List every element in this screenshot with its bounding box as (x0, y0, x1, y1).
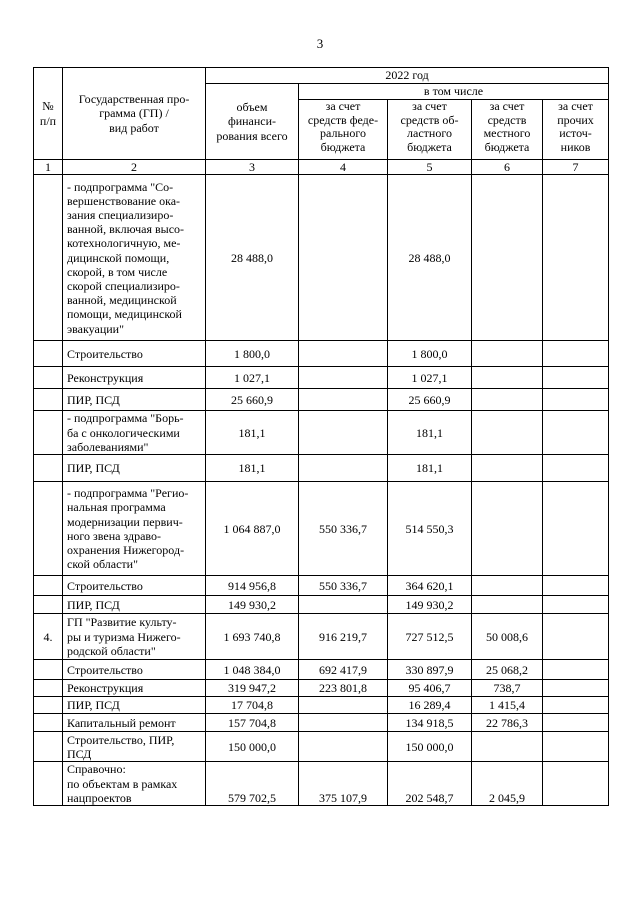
regional-value: 202 548,7 (388, 762, 472, 806)
row-name-line: по объектам в рамках (67, 776, 178, 791)
row-name-line: заболеваниями" (67, 439, 149, 454)
row-name-line: Строительство (67, 662, 143, 677)
federal-value (299, 697, 388, 714)
row-name-line: ГП "Развитие культу- (67, 615, 177, 630)
local-value (472, 175, 543, 341)
row-name-line: дицинской помощи, (67, 250, 170, 265)
federal-value: 375 107,9 (299, 762, 388, 806)
row-number (34, 341, 63, 367)
header-regional-line: бюджета (407, 139, 452, 154)
other-value (543, 762, 609, 806)
row-name (63, 697, 206, 714)
other-value (543, 411, 609, 455)
row-name-line: Реконструкция (67, 681, 144, 696)
header-program-line: Государственная про- (78, 92, 190, 107)
table-row (34, 697, 609, 714)
row-number (34, 367, 63, 389)
row-name-line: вершенствование ока- (67, 193, 181, 208)
row-name (63, 389, 206, 411)
table-row (34, 596, 609, 614)
total-value: 181,1 (206, 455, 299, 482)
row-name-line: - подпрограмма "Со- (67, 179, 174, 194)
local-value (472, 482, 543, 576)
federal-value (299, 732, 388, 762)
row-name-line: скорой специализиро- (67, 279, 180, 293)
total-value: 25 660,9 (206, 389, 299, 411)
row-name-line: котехнологичную, ме- (67, 236, 181, 251)
row-name-line: ПИР, ПСД (67, 597, 120, 612)
regional-value: 727 512,5 (388, 614, 472, 660)
row-name (63, 714, 206, 732)
row-name-line: ПИР, ПСД (67, 392, 120, 407)
total-value: 17 704,8 (206, 697, 299, 714)
row-number (34, 697, 63, 714)
regional-value: 1 027,1 (388, 367, 472, 389)
row-name-line: ПСД (67, 746, 92, 761)
federal-value (299, 411, 388, 455)
column-number: 1 (34, 160, 63, 175)
regional-value: 181,1 (388, 455, 472, 482)
table-row (34, 367, 609, 389)
row-number (34, 389, 63, 411)
row-name-line: Справочно: (67, 762, 126, 777)
row-name-line: Строительство (67, 578, 143, 593)
row-name-line: ного звена здраво- (67, 528, 161, 543)
table-row (34, 576, 609, 596)
row-name-line: эвакуации" (67, 321, 124, 336)
total-value: 150 000,0 (206, 732, 299, 762)
local-value (472, 596, 543, 614)
regional-value: 149 930,2 (388, 596, 472, 614)
header-program-line: вид работ (109, 120, 159, 135)
total-value: 149 930,2 (206, 596, 299, 614)
row-name-line: ской области" (67, 557, 138, 572)
row-name-line: охранения Нижегород- (67, 542, 185, 557)
local-value: 25 068,2 (472, 660, 543, 680)
other-value (543, 576, 609, 596)
header-number-cell (34, 68, 63, 160)
column-number: 4 (299, 160, 388, 175)
regional-value: 150 000,0 (388, 732, 472, 762)
regional-value: 25 660,9 (388, 389, 472, 411)
row-name-line: Строительство (67, 346, 143, 361)
other-value (543, 389, 609, 411)
row-number (34, 596, 63, 614)
row-number (34, 714, 63, 732)
row-name-line: нальная программа (67, 500, 166, 515)
total-value: 1 027,1 (206, 367, 299, 389)
header-total-line: финанси- (227, 114, 277, 129)
row-number (34, 680, 63, 697)
row-number (34, 576, 63, 596)
federal-value (299, 175, 388, 341)
local-value: 738,7 (472, 680, 543, 697)
header-total-line: рования всего (216, 128, 288, 143)
federal-value (299, 714, 388, 732)
table-row (34, 732, 609, 762)
row-name (63, 341, 206, 367)
row-name-line: - подпрограмма "Регио- (67, 486, 189, 501)
table-row (34, 660, 609, 680)
other-value (543, 732, 609, 762)
row-name (63, 175, 206, 341)
row-name-line: нацпроектов (67, 790, 132, 805)
total-value: 319 947,2 (206, 680, 299, 697)
row-name (63, 576, 206, 596)
row-name-line: скорой, в том числе (67, 264, 168, 279)
regional-value: 95 406,7 (388, 680, 472, 697)
total-value: 28 488,0 (206, 175, 299, 341)
header-federal-line: средств феде- (307, 112, 379, 127)
local-value (472, 341, 543, 367)
header-local-line: местного (483, 126, 531, 141)
header-regional-line: ластного (407, 126, 452, 141)
row-name (63, 482, 206, 576)
header-federal-line: за счет (325, 99, 361, 113)
local-value (472, 389, 543, 411)
regional-value: 1 800,0 (388, 341, 472, 367)
other-value (543, 175, 609, 341)
federal-value (299, 367, 388, 389)
row-number (34, 175, 63, 341)
other-value (543, 596, 609, 614)
row-number (34, 660, 63, 680)
total-value: 1 693 740,8 (206, 614, 299, 660)
header-local-line: средств (487, 112, 527, 127)
federal-value: 692 417,9 (299, 660, 388, 680)
other-value (543, 367, 609, 389)
regional-value: 364 620,1 (388, 576, 472, 596)
total-value: 1 064 887,0 (206, 482, 299, 576)
local-value (472, 732, 543, 762)
table-row (34, 455, 609, 482)
header-total-line: объем (236, 100, 268, 115)
row-name-line: ба с онкологическими (67, 425, 180, 440)
row-name-line: зания специализиро- (67, 207, 174, 222)
total-value: 579 702,5 (206, 762, 299, 806)
row-name (63, 660, 206, 680)
row-number (34, 732, 63, 762)
federal-value: 916 219,7 (299, 614, 388, 660)
header-other-line: ников (560, 139, 591, 154)
other-value (543, 660, 609, 680)
row-name (63, 680, 206, 697)
row-number (34, 455, 63, 482)
column-number: 6 (472, 160, 543, 175)
total-value: 1 800,0 (206, 341, 299, 367)
header-regional-cell (388, 100, 472, 160)
row-name-line: Строительство, ПИР, (67, 732, 175, 747)
local-value: 22 786,3 (472, 714, 543, 732)
page-number: 3 (316, 36, 324, 51)
regional-value: 28 488,0 (388, 175, 472, 341)
table-row (34, 175, 609, 341)
table-row (34, 680, 609, 697)
row-name (63, 411, 206, 455)
other-value (543, 482, 609, 576)
table-row (34, 714, 609, 732)
row-name (63, 367, 206, 389)
local-value (472, 576, 543, 596)
header-number-line: № (42, 99, 54, 114)
regional-value: 330 897,9 (388, 660, 472, 680)
federal-value (299, 389, 388, 411)
other-value (543, 680, 609, 697)
other-value (543, 697, 609, 714)
row-name-line: Реконструкция (67, 370, 144, 385)
row-number (34, 411, 63, 455)
header-other-line: за счет (558, 99, 593, 113)
column-number: 2 (63, 160, 206, 175)
column-number: 3 (206, 160, 299, 175)
header-program-line: грамма (ГП) / (99, 106, 169, 121)
row-name-line: ванной, включая высо- (67, 222, 185, 237)
local-value (472, 455, 543, 482)
regional-value: 181,1 (388, 411, 472, 455)
table-row (34, 614, 609, 660)
row-name-line: - подпрограмма "Борь- (67, 411, 184, 426)
header-federal-cell (299, 100, 388, 160)
regional-value: 514 550,3 (388, 482, 472, 576)
header-including: в том числе (299, 84, 609, 100)
row-number (34, 762, 63, 806)
row-name (63, 455, 206, 482)
local-value: 1 415,4 (472, 697, 543, 714)
header-local-line: бюджета (484, 139, 530, 154)
total-value: 157 704,8 (206, 714, 299, 732)
local-value (472, 367, 543, 389)
row-name-line: родской области" (67, 643, 156, 658)
row-number (34, 482, 63, 576)
regional-value: 134 918,5 (388, 714, 472, 732)
header-regional-line: средств об- (400, 112, 459, 127)
column-number: 5 (388, 160, 472, 175)
header-local-line: за счет (489, 99, 525, 113)
header-total-cell (206, 84, 299, 160)
financing-table (33, 67, 609, 806)
row-name-line: помощи, медицинской (67, 307, 182, 322)
total-value: 914 956,8 (206, 576, 299, 596)
federal-value: 550 336,7 (299, 576, 388, 596)
local-value: 2 045,9 (472, 762, 543, 806)
row-name-line: ванной, медицинской (67, 293, 177, 308)
row-name-line: ры и туризма Нижего- (67, 629, 181, 644)
header-federal-line: рального (320, 126, 366, 141)
row-number: 4. (34, 614, 63, 660)
header-regional-line: за счет (412, 99, 447, 113)
row-name-line: Капитальный ремонт (67, 715, 176, 730)
total-value: 181,1 (206, 411, 299, 455)
local-value: 50 008,6 (472, 614, 543, 660)
header-other-line: прочих (557, 112, 594, 127)
row-name-line: ПИР, ПСД (67, 698, 120, 713)
table-row (34, 341, 609, 367)
other-value (543, 341, 609, 367)
header-other-line: источ- (559, 126, 592, 141)
other-value (543, 455, 609, 482)
header-year: 2022 год (206, 68, 609, 84)
regional-value: 16 289,4 (388, 697, 472, 714)
row-name-line: ПИР, ПСД (67, 461, 120, 476)
federal-value (299, 455, 388, 482)
row-name (63, 614, 206, 660)
other-value (543, 614, 609, 660)
local-value (472, 411, 543, 455)
header-local-cell (472, 100, 543, 160)
table-row (34, 411, 609, 455)
total-value: 1 048 384,0 (206, 660, 299, 680)
federal-value: 223 801,8 (299, 680, 388, 697)
federal-value (299, 341, 388, 367)
other-value (543, 714, 609, 732)
row-name (63, 732, 206, 762)
header-other-cell (543, 100, 609, 160)
table-row (34, 482, 609, 576)
row-name-line: модернизации первич- (67, 514, 183, 529)
table-row (34, 762, 609, 806)
federal-value: 550 336,7 (299, 482, 388, 576)
row-name (63, 596, 206, 614)
header-number-line: п/п (39, 113, 57, 128)
table-row (34, 389, 609, 411)
row-name (63, 762, 206, 806)
federal-value (299, 596, 388, 614)
header-federal-line: бюджета (320, 139, 366, 154)
header-program-cell (63, 68, 206, 160)
column-number: 7 (543, 160, 609, 175)
